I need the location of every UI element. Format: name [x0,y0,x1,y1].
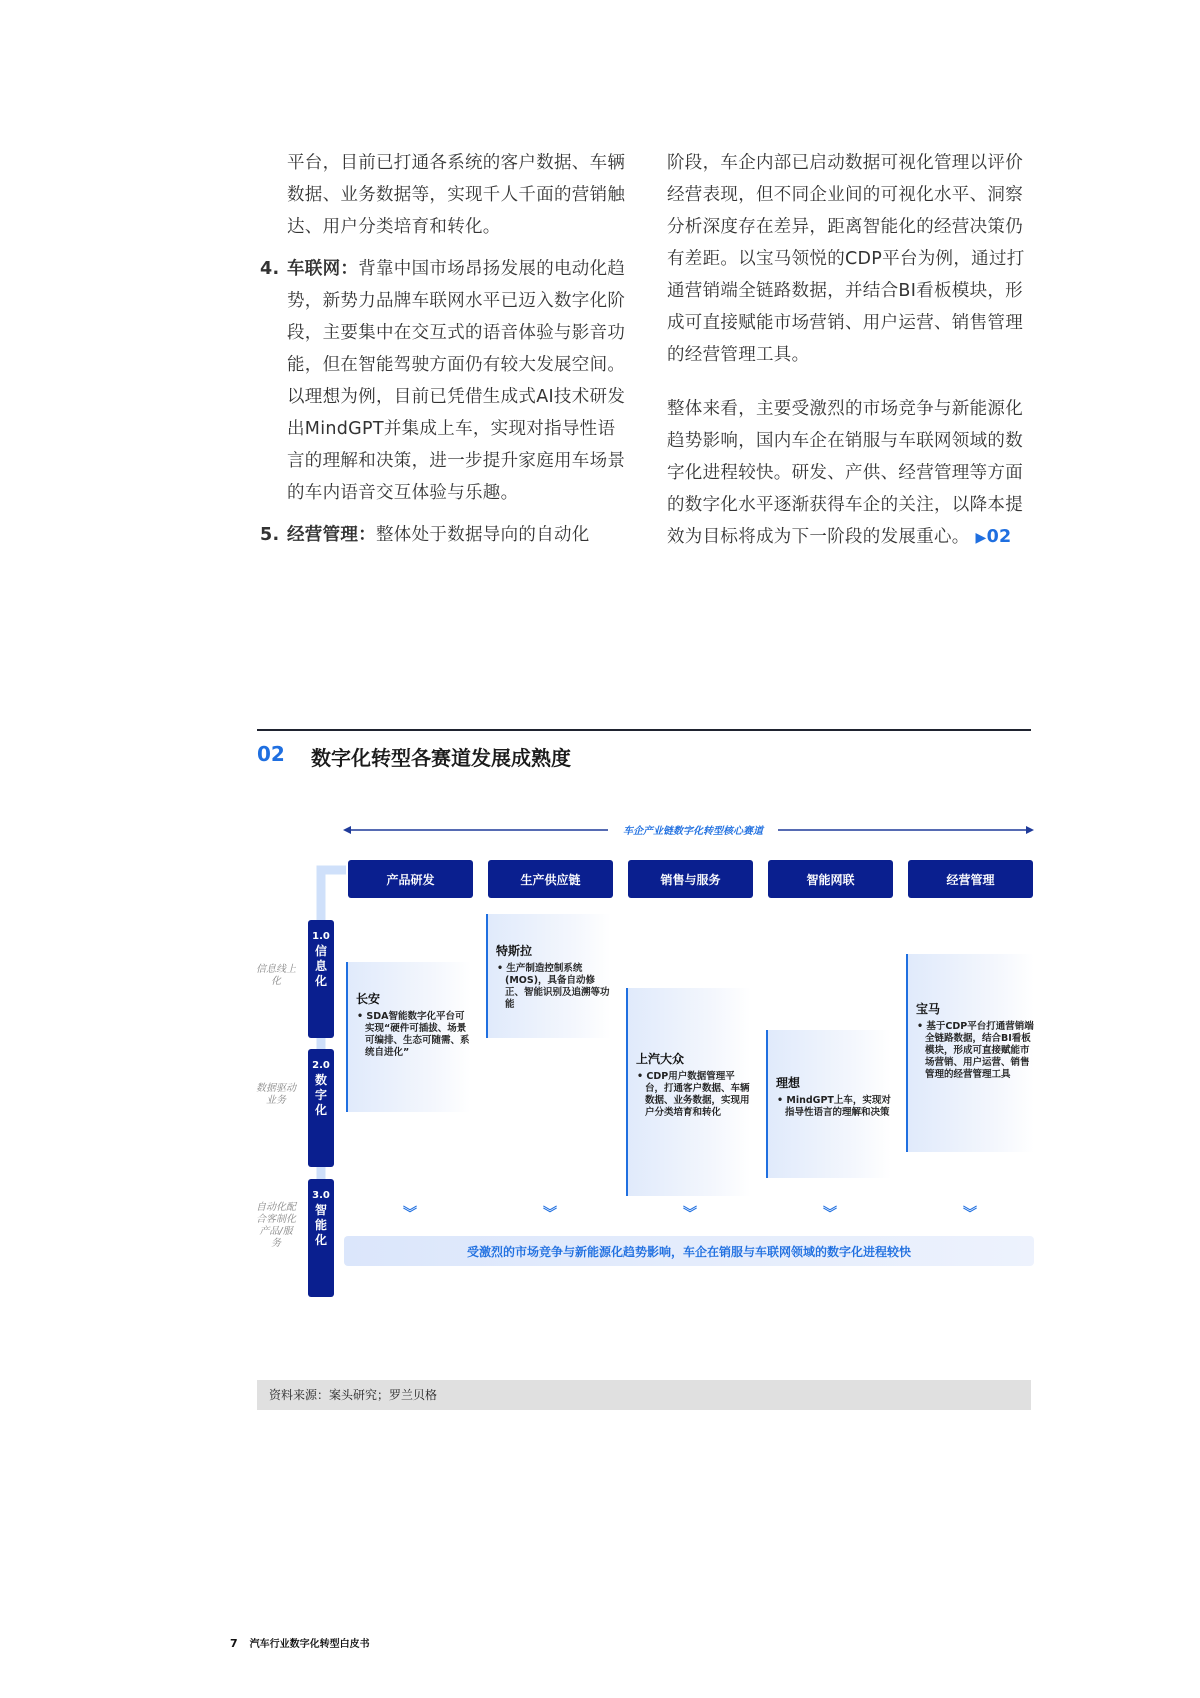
card-saic-vw: 上汽大众 • CDP用户数据管理平台，打通客户数据、车辆数据、业务数据，实现用户分类培育和转化 [626,988,751,1196]
item-body: 整体处于数据导向的自动化 [376,525,590,545]
core-tracks-label: 车企产业链数字化转型核心赛道 [608,822,778,837]
right-column [667,147,1037,554]
chevron-down-icon: ︾ [683,1206,697,1222]
figure-ref-link[interactable]: 02 [986,527,1012,547]
left-arrowhead-icon [343,826,351,834]
card-bmw: 宝马 • 基于CDP平台打通营销端全链路数据，结合BI看板模块，形成可直接赋能市场营销、用户运营、销售管理的经营管理工具 [906,954,1034,1152]
chevron-down-icon: ︾ [823,1206,837,1222]
stage-2-side-label: 数据驱动业务 [256,1083,296,1106]
chevron-down-icon: ︾ [963,1206,977,1222]
stage-1-side-label: 信息线上化 [256,964,296,987]
card-li-auto: 理想 • MindGPT上车，实现对指导性语言的理解和决策 [766,1030,891,1178]
item-body: 背靠中国市场昂扬发展的电动化趋势，新势力品牌车联网水平已迈入数字化阶段，主要集中在交互式的语音体验与影音功能，但在智能驾驶方面仍有较大发展空间。以理想为例，目前已凭借生成式AI技术研发出MindGPT并集成上车，实现对指导性语言的理解和决策，进一步提升家庭用车场景的车内语音交互体验与乐趣。 [287,259,626,503]
item-title: 车联网： [287,259,359,279]
intro-paragraph: 平台，目前已打通各系统的客户数据、车辆数据、业务数据等，实现千人千面的营销触达、用户分类培育和转化。 [287,153,626,237]
track-operations: 经营管理 [908,860,1033,898]
stage-2-digitization: 2.0 数 字 化 [308,1049,334,1167]
track-sales-service: 销售与服务 [628,860,753,898]
source-note: 资料来源：案头研究；罗兰贝格 [257,1380,1031,1410]
left-column [260,147,632,551]
track-supply-chain: 生产供应链 [488,860,613,898]
chevron-down-icon: ︾ [543,1206,557,1222]
figure-title: 数字化转型各赛道发展成熟度 [311,746,571,770]
list-item-4 [260,253,632,509]
item-number: 4. [260,259,280,279]
para2-text: 整体来看，主要受激烈的市场竞争与新能源化趋势影响，国内车企在销服与车联网领域的数字化进程较快。研发、产供、经营管理等方面的数字化水平逐渐获得车企的关注，以降本提效为目标将成为下一阶段的发展重心。 [667,399,1023,547]
page-number: 7 [230,1637,238,1650]
figure-number: 02 [257,742,285,766]
chevron-down-icon: ︾ [403,1206,417,1222]
track-product-rd: 产品研发 [348,860,473,898]
conclusion-bar: 受激烈的市场竞争与新能源化趋势影响，车企在销服与车联网领域的数字化进程较快 [344,1236,1034,1266]
maturity-diagram [250,820,1040,1310]
document-title: 汽车行业数字化转型白皮书 [249,1639,370,1650]
figure-divider [257,729,1031,731]
figure-ref-arrow-icon: ▶ [975,530,987,546]
item-number: 5. [260,525,280,545]
track-connected: 智能网联 [768,860,893,898]
stage-3-intelligence: 3.0 智 能 化 [308,1179,334,1297]
list-item-5 [260,519,632,551]
right-paragraph-2 [667,393,1037,554]
card-tesla: 特斯拉 • 生产制造控制系统(MOS)，具备自动修正、智能识别及追溯等功能 [486,914,611,1038]
item-title: 经营管理： [287,525,376,545]
card-changan: 长安 • SDA智能数字化平台可实现“硬件可插拔、场景可编排、生态可随需、系统自进化” [346,962,471,1112]
stage-1-informatization: 1.0 信 息 化 [308,920,334,1038]
stage-3-side-label: 自动化配合客制化产品/服务 [256,1202,296,1249]
right-arrowhead-icon [1026,826,1034,834]
right-paragraph-1: 阶段，车企内部已启动数据可视化管理以评价经营表现，但不同企业间的可视化水平、洞察分析深度存在差异，距离智能化的经营决策仍有差距。以宝马领悦的CDP平台为例，通过打通营销端全链路数据，并结合BI看板模块，形成可直接赋能市场营销、用户运营、销售管理的经营管理工具。 [667,153,1025,365]
page-footer [230,1635,370,1650]
